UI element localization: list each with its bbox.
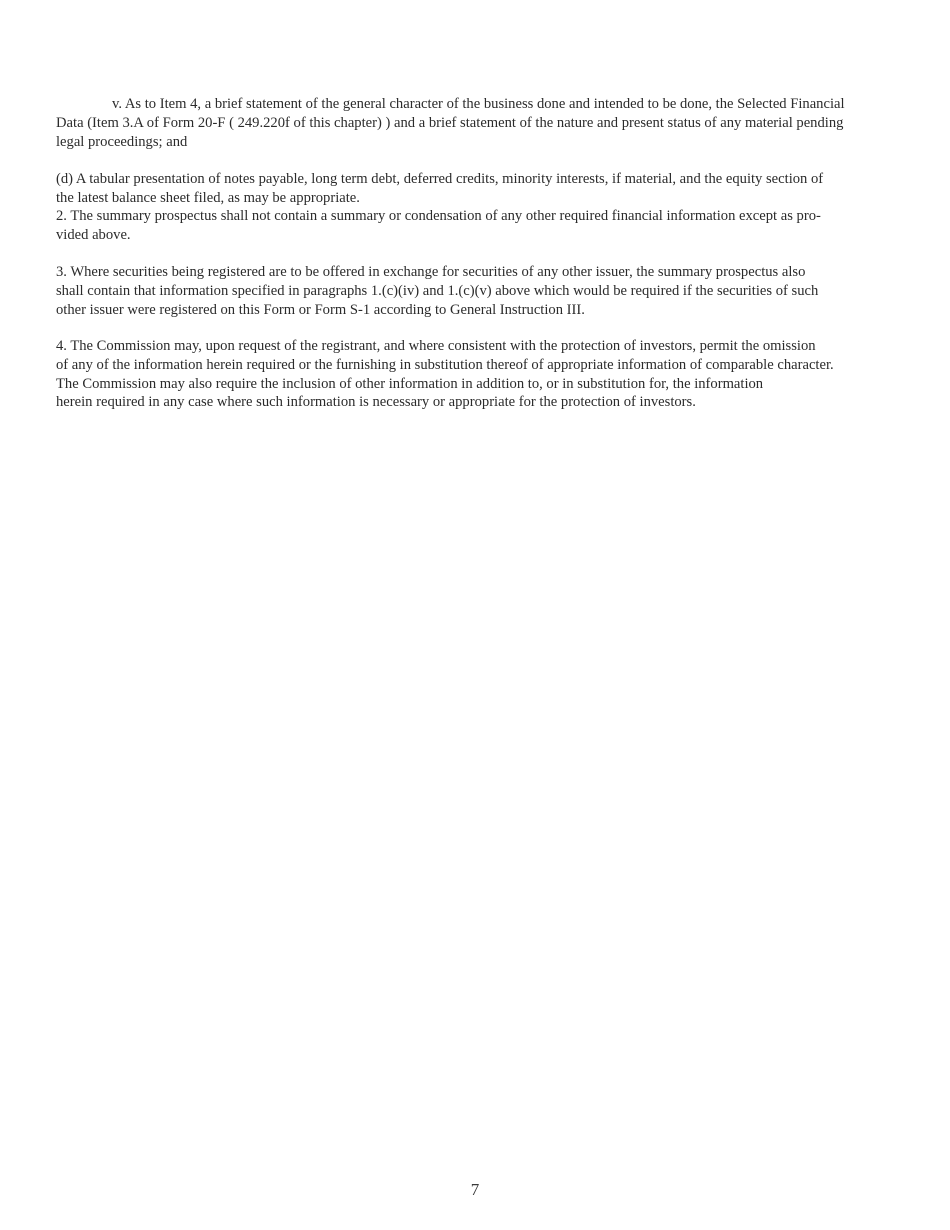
paragraph-item-d [56,170,896,208]
paragraph-item-3 [56,263,896,319]
text-line: vided above. [56,226,131,243]
paragraph-item-2 [56,207,896,245]
text-line: legal proceedings; and [56,133,188,150]
text-line: 2. The summary prospectus shall not contain a summary or condensation of any other required financial information except as pro- [56,208,821,224]
text-line: v. As to Item 4, a brief statement of the general character of the business done and intended to be done, the Selected Financial [112,96,845,112]
text-line: Data (Item 3.A of Form 20-F ( 249.220f of this chapter) ) and a brief statement of the nature and present status of any material pending [56,114,844,131]
text-line: 4. The Commission may, upon request of the registrant, and where consistent with the protection of investors, permit the omission [56,338,816,354]
paragraph-item-v [56,95,896,151]
text-line: of any of the information herein required or the furnishing in substitution thereof of appropriate information of comparable character. [56,356,834,373]
text-line: the latest balance sheet filed, as may be appropriate. [56,189,360,206]
text-line: The Commission may also require the inclusion of other information in addition to, or in substitution for, the information [56,375,764,392]
paragraph-item-4 [56,337,896,412]
text-line: shall contain that information specified in paragraphs 1.(c)(iv) and 1.(c)(v) above which would be required if the securities of such [56,282,819,299]
text-line: (d) A tabular presentation of notes payable, long term debt, deferred credits, minority interests, if material, and the equity section of [56,171,824,187]
text-line: 3. Where securities being registered are to be offered in exchange for securities of any other issuer, the summary prospectus also [56,264,806,280]
text-line: herein required in any case where such information is necessary or appropriate for the protection of investors. [56,394,696,411]
text-line: other issuer were registered on this Form or Form S-1 according to General Instruction III. [56,301,585,318]
page-number: 7 [470,1180,480,1199]
